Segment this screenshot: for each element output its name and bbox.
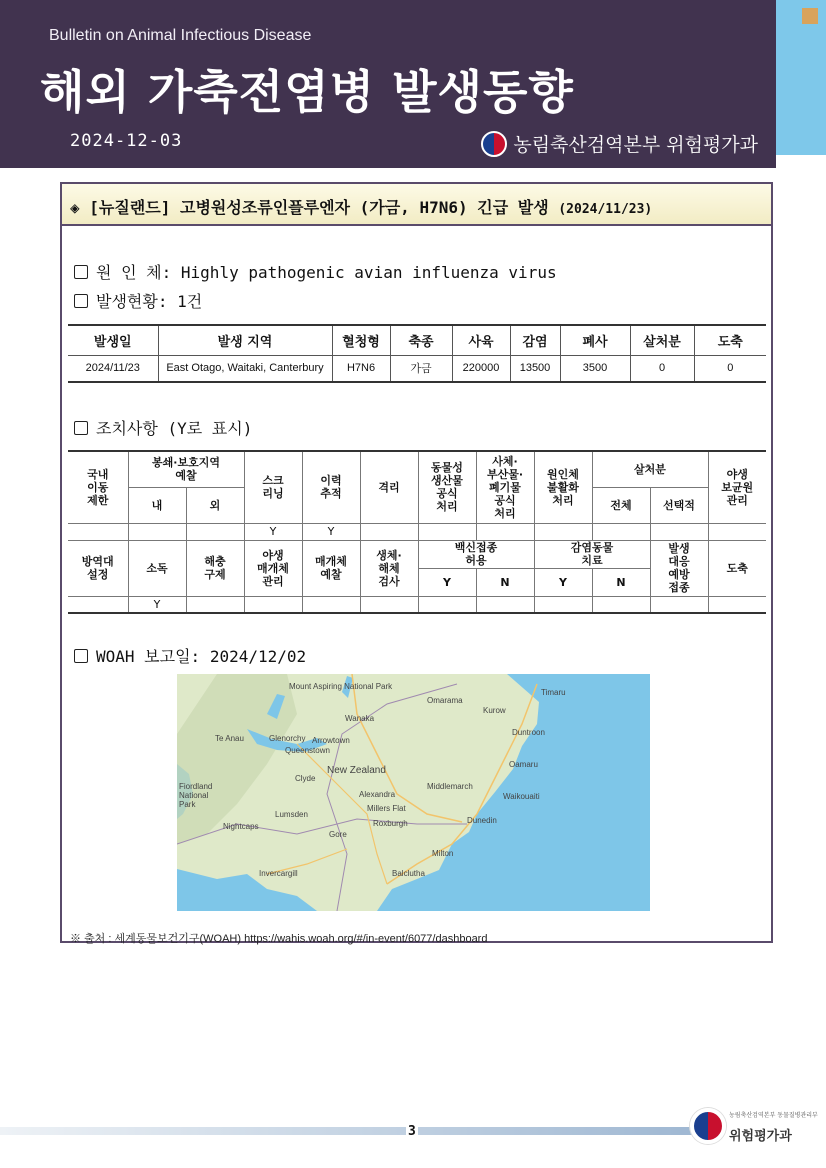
map-place-label: Kurow bbox=[483, 706, 506, 715]
map-place-label: Dunedin bbox=[467, 816, 497, 825]
issue-date: 2024-12-03 bbox=[70, 131, 183, 151]
measure-header: Y bbox=[418, 568, 476, 596]
measure-header: N bbox=[592, 568, 650, 596]
page-title: 해외 가축전염병 발생동향 bbox=[40, 65, 574, 119]
measure-header: 격리 bbox=[360, 451, 418, 523]
map-place-label: Arrowtown bbox=[312, 736, 350, 745]
measure-header: 방역대 설정 bbox=[68, 540, 128, 596]
measure-cell bbox=[592, 596, 650, 613]
organization bbox=[481, 130, 758, 157]
footer-org-small: 농림축산검역본부 동물질병관리부 bbox=[729, 1112, 818, 1119]
measure-cell: Y bbox=[302, 523, 360, 540]
measure-header: Y bbox=[534, 568, 592, 596]
measure-cell: Y bbox=[128, 596, 186, 613]
map-place-label: Timaru bbox=[541, 688, 566, 697]
map-place-label: Queenstown bbox=[285, 746, 330, 755]
table-header: 감염 bbox=[510, 325, 560, 355]
checkbox-square-icon bbox=[74, 294, 88, 308]
measure-header: 전체 bbox=[592, 487, 650, 523]
measures-table bbox=[68, 450, 766, 614]
measure-header: 매개체 예찰 bbox=[302, 540, 360, 596]
map-place-label: Milton bbox=[432, 849, 454, 858]
pathogen-heading bbox=[74, 260, 557, 283]
measure-cell bbox=[592, 523, 650, 540]
woah-heading bbox=[74, 644, 306, 667]
measure-header: N bbox=[476, 568, 534, 596]
bulletin-subtitle: Bulletin on Animal Infectious Disease bbox=[49, 27, 312, 44]
table-header: 도축 bbox=[694, 325, 766, 355]
map-place-label: Duntroon bbox=[512, 728, 545, 737]
measure-header: 외 bbox=[186, 487, 244, 523]
measure-header: 야생 매개체 관리 bbox=[244, 540, 302, 596]
map-place-label: Middlemarch bbox=[427, 782, 473, 791]
status-heading bbox=[74, 289, 202, 312]
measures-heading bbox=[74, 416, 252, 439]
measure-header: 소독 bbox=[128, 540, 186, 596]
map-place-label: Mount Aspiring National Park bbox=[289, 682, 393, 691]
table-header: 사육 bbox=[452, 325, 510, 355]
table-header: 발생일 bbox=[68, 325, 158, 355]
table-header: 발생 지역 bbox=[158, 325, 332, 355]
side-accent-bar bbox=[776, 0, 826, 155]
measure-header: 발생 대응 예방 접종 bbox=[650, 540, 708, 596]
source-note: ※ 출처 : 세계동물보건기구(WOAH) https://wahis.woah.org/#/in-event/6077/dashboard bbox=[70, 933, 488, 945]
section-title-text: ◈ [뉴질랜드] 고병원성조류인플루엔자 (가금, H7N6) 긴급 발생 bbox=[70, 198, 549, 217]
table-cell: 2024/11/23 bbox=[85, 362, 140, 375]
table-header: 살처분 bbox=[630, 325, 694, 355]
footer-org: 위험평가과 bbox=[729, 1129, 792, 1144]
table-cell: H7N6 bbox=[332, 355, 390, 382]
map-place-label: Invercargill bbox=[259, 869, 298, 878]
outbreak-map[interactable] bbox=[177, 674, 650, 911]
map-place-label: Gore bbox=[329, 830, 347, 839]
checkbox-square-icon bbox=[74, 421, 88, 435]
map-place-label: Omarama bbox=[427, 696, 463, 705]
woah-value: 2024/12/02 bbox=[209, 647, 307, 666]
measure-header: 원인체 불활화 처리 bbox=[534, 451, 592, 523]
map-place-label: Roxburgh bbox=[373, 819, 408, 828]
measure-header: 내 bbox=[128, 487, 186, 523]
section-title bbox=[62, 184, 771, 226]
table-cell: 13500 bbox=[510, 355, 560, 382]
government-emblem-icon bbox=[481, 131, 507, 157]
table-header: 폐사 bbox=[560, 325, 630, 355]
status-label: 발생현황: bbox=[96, 292, 178, 311]
measure-header: 감염동물 치료 bbox=[534, 540, 650, 568]
measure-header: 봉쇄·보호지역 예찰 bbox=[128, 451, 244, 487]
map-place-label: Balclutha bbox=[392, 869, 425, 878]
table-cell: East Otago, Waitaki, Canterbury bbox=[158, 355, 332, 382]
measure-cell bbox=[708, 596, 766, 613]
government-emblem-icon bbox=[690, 1108, 726, 1144]
pathogen-label: 원 인 체: bbox=[96, 263, 181, 282]
table-row bbox=[68, 523, 766, 540]
measure-header: 스크 리닝 bbox=[244, 451, 302, 523]
measure-cell bbox=[534, 523, 592, 540]
table-cell: 0 bbox=[694, 355, 766, 382]
measure-cell bbox=[244, 596, 302, 613]
measure-cell bbox=[418, 523, 476, 540]
report-frame bbox=[60, 182, 773, 943]
table-cell: 3500 bbox=[560, 355, 630, 382]
measure-header: 도축 bbox=[708, 540, 766, 596]
measure-header: 살처분 bbox=[592, 451, 708, 487]
organization-name: 농림축산검역본부 위험평가과 bbox=[513, 134, 758, 156]
map-place-label: Millers Flat bbox=[367, 804, 406, 813]
map-place-label: Wanaka bbox=[345, 714, 375, 723]
map-country-label: New Zealand bbox=[327, 765, 386, 776]
woah-label: WOAH 보고일: bbox=[96, 647, 210, 666]
outbreak-table bbox=[68, 324, 766, 383]
table-header: 혈청형 bbox=[332, 325, 390, 355]
map-place-label: Nightcaps bbox=[223, 822, 259, 831]
map-place-label: Oamaru bbox=[509, 760, 538, 769]
measure-cell bbox=[186, 596, 244, 613]
measure-header: 사체· 부산물· 폐기물 공식 처리 bbox=[476, 451, 534, 523]
map-place-label: Fiordland National Park bbox=[179, 782, 213, 809]
table-row bbox=[68, 355, 766, 382]
map-place-label: Lumsden bbox=[275, 810, 308, 819]
table-cell: 220000 bbox=[452, 355, 510, 382]
accent-square bbox=[802, 8, 818, 24]
map-place-label: Te Anau bbox=[215, 734, 244, 743]
measure-header: 생체· 해체 검사 bbox=[360, 540, 418, 596]
status-value: 1건 bbox=[177, 292, 203, 311]
table-cell: 가금 bbox=[390, 355, 452, 382]
table-cell: 0 bbox=[630, 355, 694, 382]
measure-header: 이력 추적 bbox=[302, 451, 360, 523]
measure-header: 야생 보균원 관리 bbox=[708, 451, 766, 523]
measure-cell bbox=[128, 523, 186, 540]
table-row bbox=[68, 596, 766, 613]
measure-header: 동물성 생산물 공식 처리 bbox=[418, 451, 476, 523]
page-number: 3 bbox=[408, 1124, 416, 1139]
measure-cell bbox=[68, 596, 128, 613]
checkbox-square-icon bbox=[74, 265, 88, 279]
measure-cell: Y bbox=[244, 523, 302, 540]
pathogen-value: Highly pathogenic avian influenza virus bbox=[180, 263, 557, 282]
measure-header: 선택적 bbox=[650, 487, 708, 523]
measure-header: 백신접종 허용 bbox=[418, 540, 534, 568]
measure-cell bbox=[708, 523, 766, 540]
measure-cell bbox=[650, 523, 708, 540]
table-header-row bbox=[68, 325, 766, 355]
measure-cell bbox=[186, 523, 244, 540]
measure-cell bbox=[360, 596, 418, 613]
measure-cell bbox=[476, 523, 534, 540]
measure-cell bbox=[650, 596, 708, 613]
map-place-label: Glenorchy bbox=[269, 734, 306, 743]
measure-cell bbox=[360, 523, 418, 540]
measure-cell bbox=[476, 596, 534, 613]
table-header: 축종 bbox=[390, 325, 452, 355]
page-header bbox=[0, 0, 776, 168]
map-place-label: Clyde bbox=[295, 774, 316, 783]
measure-cell bbox=[418, 596, 476, 613]
measures-heading-text: 조치사항 (Y로 표시) bbox=[96, 419, 253, 438]
map-place-label: Waikouaiti bbox=[503, 792, 540, 801]
measure-header: 해충 구제 bbox=[186, 540, 244, 596]
measure-cell bbox=[302, 596, 360, 613]
map-place-label: Alexandra bbox=[359, 790, 396, 799]
measure-cell bbox=[534, 596, 592, 613]
footer-line bbox=[0, 1127, 700, 1135]
checkbox-square-icon bbox=[74, 649, 88, 663]
measure-cell bbox=[68, 523, 128, 540]
measure-header: 국내 이동 제한 bbox=[68, 451, 128, 523]
section-date: (2024/11/23) bbox=[558, 202, 653, 217]
